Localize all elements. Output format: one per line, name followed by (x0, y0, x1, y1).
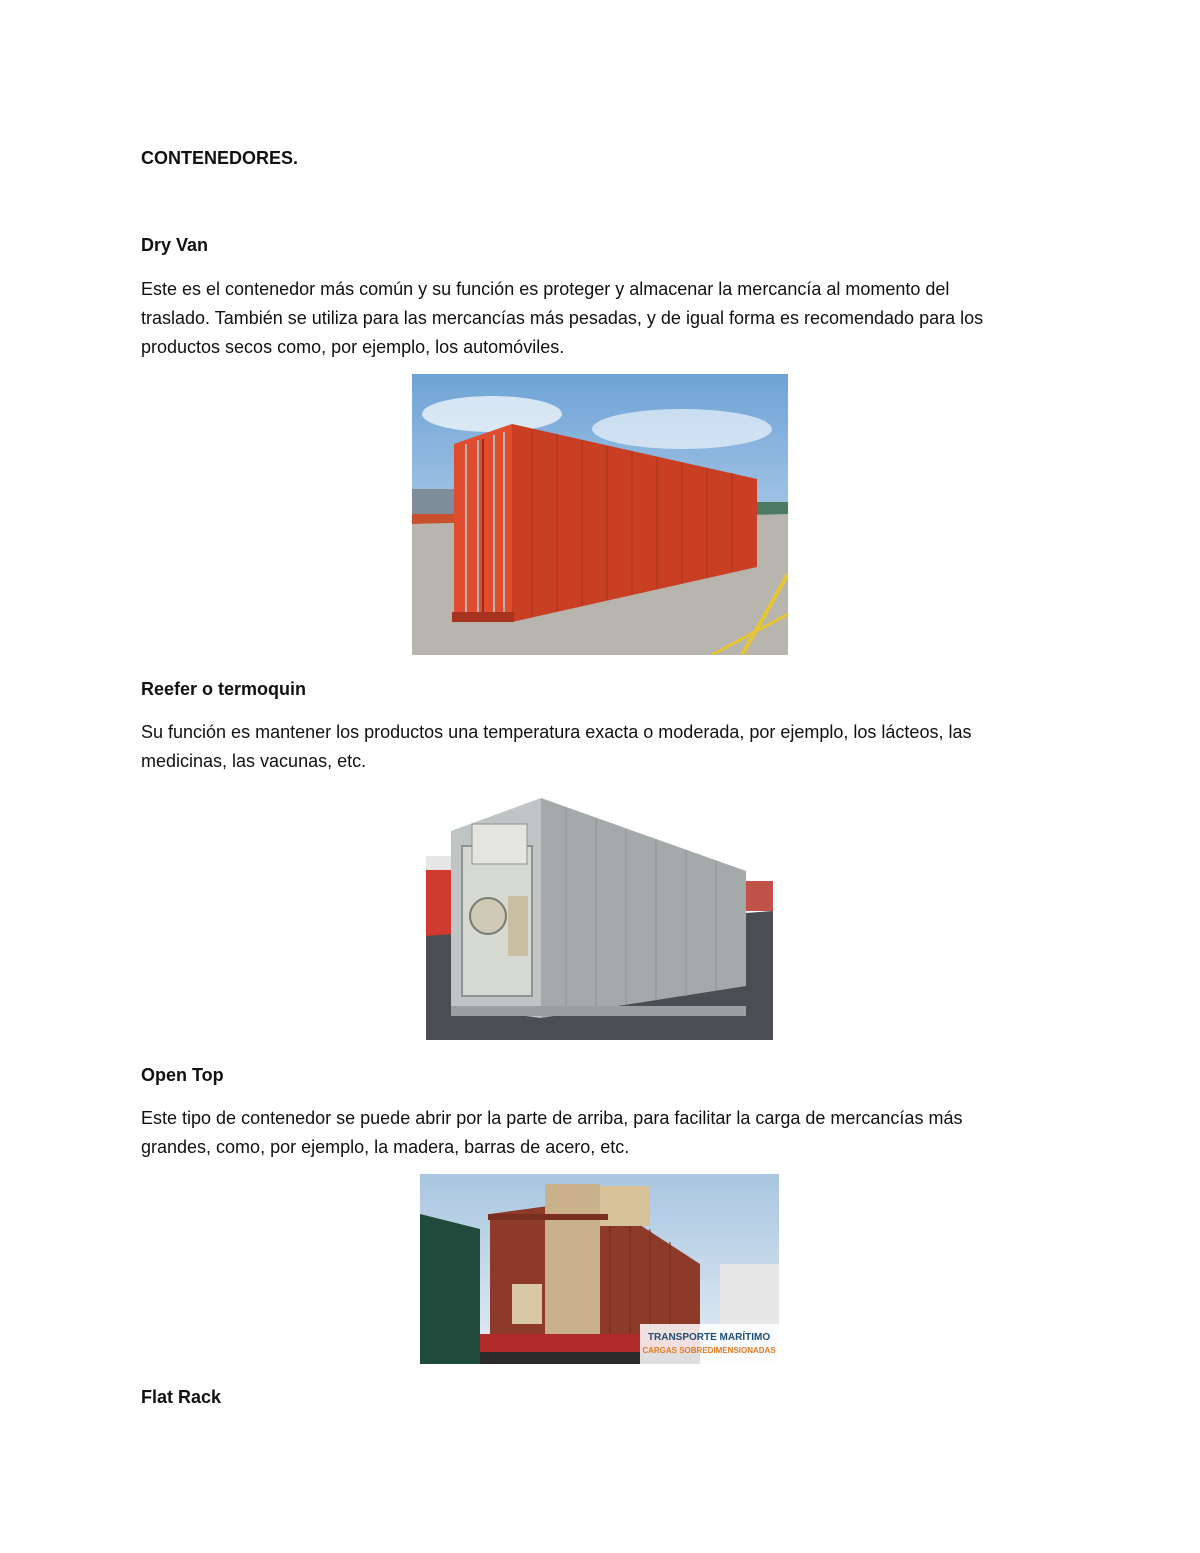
section-heading-open-top: Open Top (141, 1065, 224, 1085)
watermark-line-2: CARGAS SOBREDIMENSIONADAS (642, 1346, 776, 1355)
section-heading-reefer: Reefer o termoquin (141, 679, 307, 699)
document-title: CONTENEDORES. (141, 148, 299, 168)
dry-van-container-photo (412, 374, 788, 655)
paragraph-line: Este tipo de contenedor se puede abrir por la parte de arriba, para facilitar la carga de mercancías más (141, 1108, 963, 1128)
paragraph-line: Este es el contenedor más común y su función es proteger y almacenar la mercancía al momento del (141, 279, 950, 299)
section-paragraph-dry-van (141, 275, 1061, 362)
paragraph-line: Su función es mantener los productos una temperatura exacta o moderada, por ejemplo, los lácteos, las (141, 722, 972, 742)
paragraph-line: grandes, como, por ejemplo, la madera, barras de acero, etc. (141, 1137, 630, 1157)
paragraph-line: traslado. También se utiliza para las mercancías más pesadas, y de igual forma es recomendado para los (141, 308, 984, 328)
section-paragraph-reefer (141, 718, 1061, 776)
watermark-line-1: TRANSPORTE MARÍTIMO (647, 1332, 771, 1343)
section-paragraph-open-top (141, 1104, 1061, 1162)
section-heading-dry-van: Dry Van (141, 235, 209, 255)
paragraph-line: productos secos como, por ejemplo, los automóviles. (141, 337, 565, 357)
reefer-container-photo (426, 786, 773, 1040)
paragraph-line: medicinas, las vacunas, etc. (141, 751, 367, 771)
section-heading-flat-rack: Flat Rack (141, 1387, 222, 1407)
open-top-container-photo (420, 1174, 779, 1364)
